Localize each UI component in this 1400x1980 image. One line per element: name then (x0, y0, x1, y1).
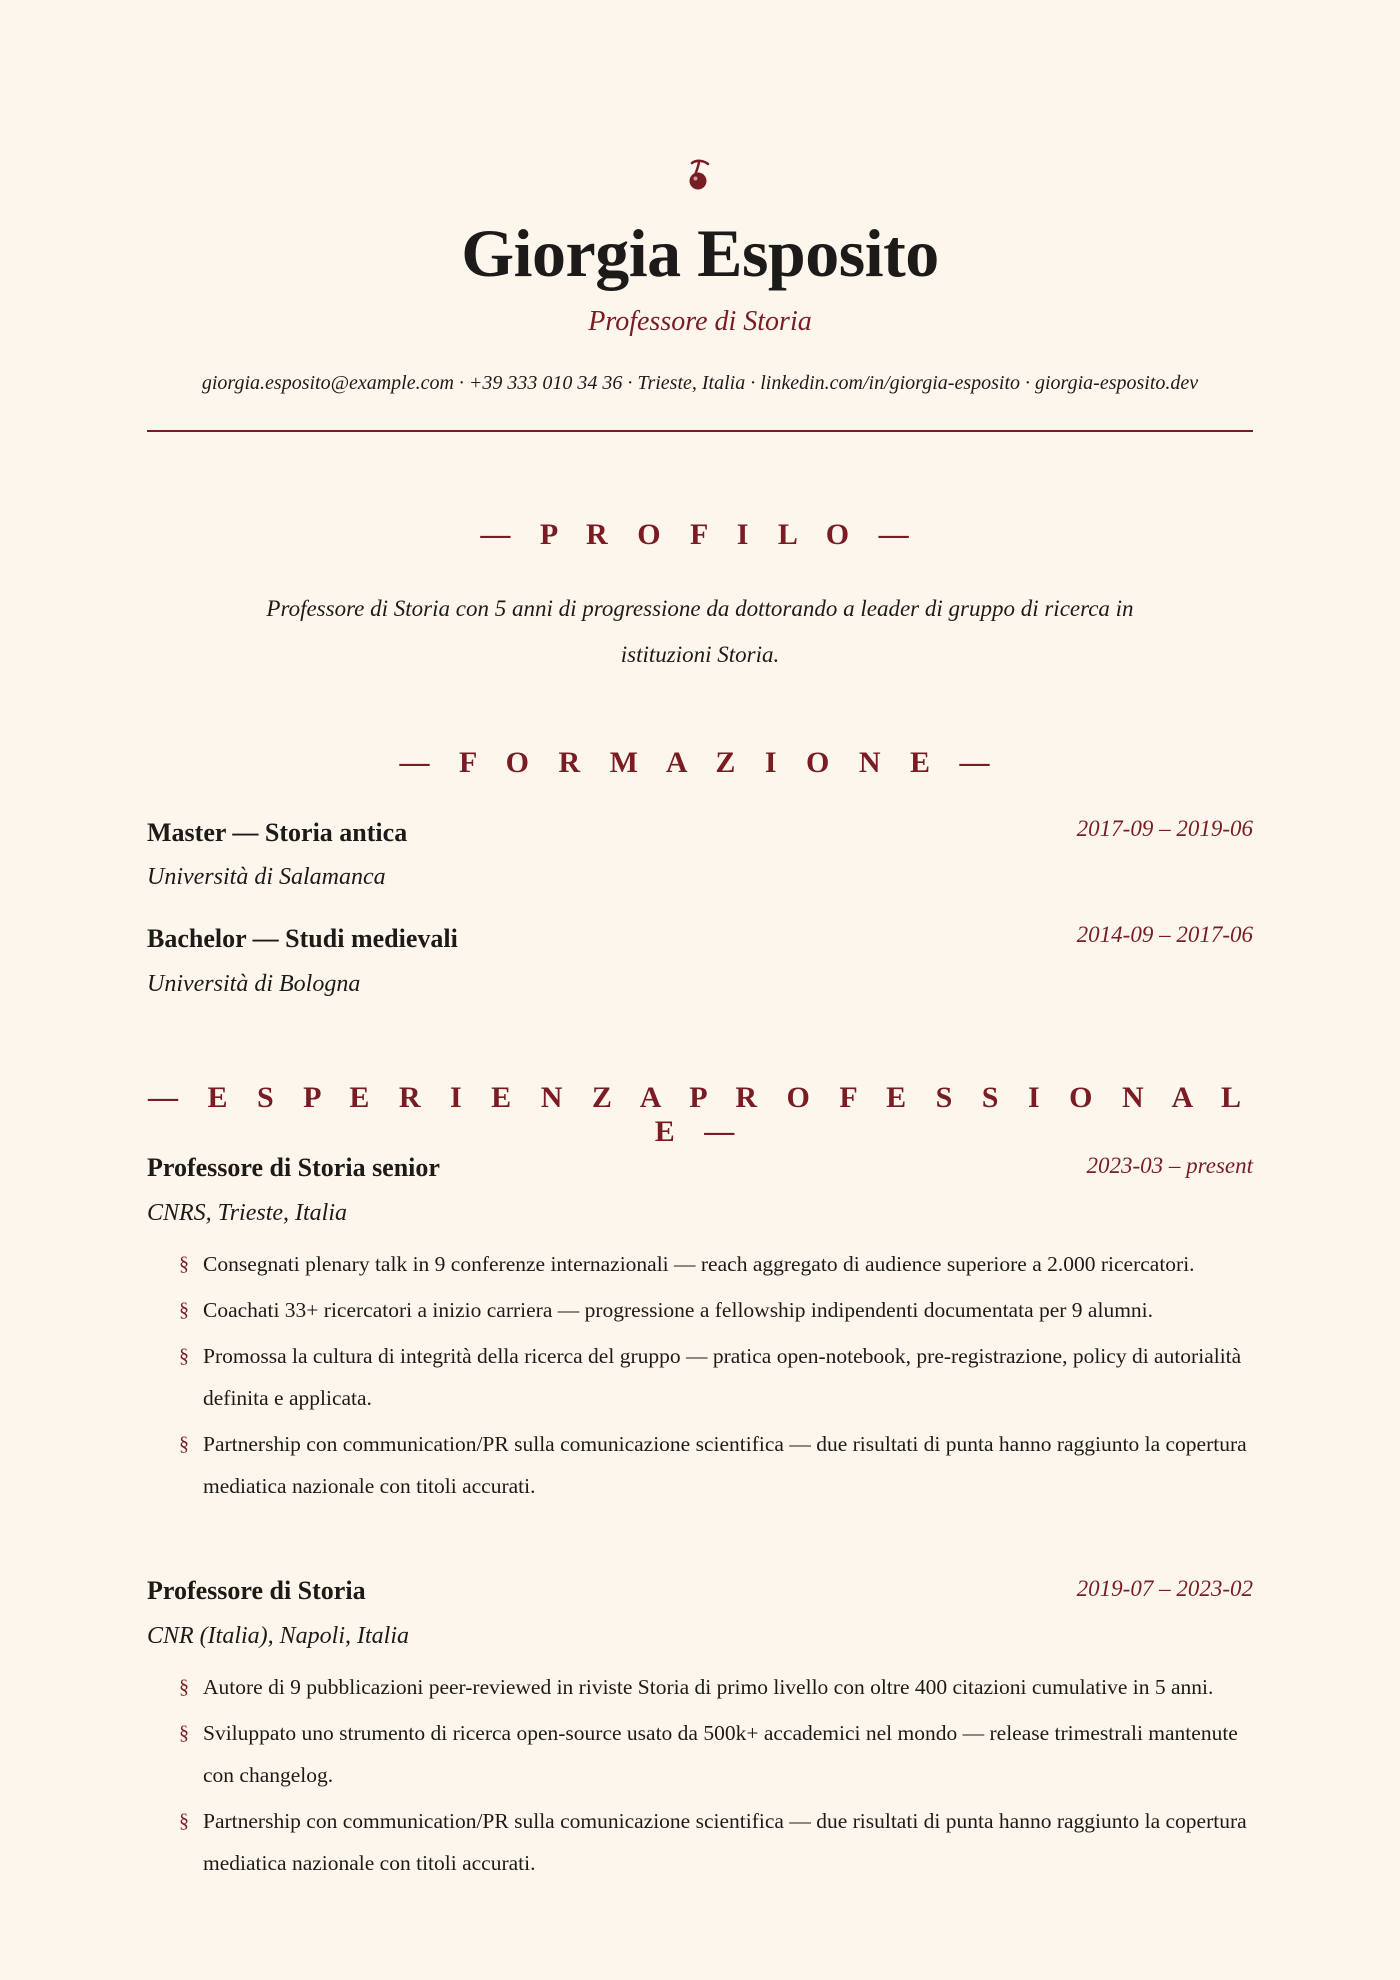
experience-dates: 2023-03 – present (1086, 1153, 1253, 1178)
section-sign-icon: § (179, 1433, 189, 1455)
experience-org: CNR (Italia), Napoli, Italia (147, 1623, 409, 1649)
education-degree: Bachelor — Studi medievali (147, 924, 458, 953)
education-dates: 2017-09 – 2019-06 (1076, 816, 1253, 841)
education-degree: Master — Storia antica (147, 818, 408, 847)
candidate-name: Giorgia Esposito (461, 215, 939, 291)
bullet-text: Partnership con communication/PR sulla comunicazione scientifica — due risultati di punta hanno raggiunto la copertura mediatica nazionale con titoli accurati. (203, 1809, 1247, 1875)
cherry-icon (686, 158, 712, 192)
experience-bullets (179, 1243, 1259, 1511)
education-school: Università di Salamanca (147, 864, 386, 890)
section-sign-icon: § (179, 1722, 189, 1744)
candidate-role: Professore di Storia (588, 306, 812, 337)
list-item (179, 1800, 1259, 1884)
section-title-profile: — P R O F I L O — (480, 518, 920, 551)
bullet-text: Partnership con communication/PR sulla comunicazione scientifica — due risultati di punta hanno raggiunto la copertura mediatica nazionale con titoli accurati. (203, 1432, 1247, 1498)
bullet-text: Sviluppato uno strumento di ricerca open-source usato da 500k+ accademici nel mondo — release trimestrali mantenute con changelog. (203, 1721, 1238, 1787)
section-sign-icon: § (179, 1345, 189, 1367)
section-sign-icon: § (179, 1299, 189, 1321)
contact-line: giorgia.esposito@example.com · +39 333 010 34 36 · Trieste, Italia · linkedin.com/in/giorgia-esposito · giorgia-esposito.dev (201, 372, 1199, 394)
experience-role: Professore di Storia senior (147, 1153, 440, 1182)
education-dates: 2014-09 – 2017-06 (1076, 922, 1253, 947)
list-item (179, 1243, 1259, 1285)
bullet-text: Autore di 9 pubblicazioni peer-reviewed in riviste Storia di primo livello con oltre 400 citazioni cumulative in 5 anni. (203, 1675, 1214, 1699)
section-sign-icon: § (179, 1676, 189, 1698)
list-item (179, 1423, 1259, 1507)
section-title-experience: — E S P E R I E N Z A P R O F E S S I O N A L E — (147, 1081, 1253, 1148)
bullet-text: Coachati 33+ ricercatori a inizio carriera — progressione a fellowship indipendenti documentata per 9 alumni. (203, 1298, 1154, 1322)
header-divider (147, 430, 1253, 432)
profile-summary: Professore di Storia con 5 anni di progressione da dottorando a leader di gruppo di ricerca in istituzioni Storia. (266, 596, 1134, 667)
section-title-education: — F O R M A Z I O N E — (399, 746, 1001, 779)
experience-role: Professore di Storia (147, 1576, 366, 1605)
experience-dates: 2019-07 – 2023-02 (1076, 1576, 1253, 1601)
list-item (179, 1666, 1259, 1708)
list-item (179, 1712, 1259, 1796)
experience-bullets (179, 1666, 1259, 1888)
bullet-text: Consegnati plenary talk in 9 conferenze internazionali — reach aggregato di audience superiore a 2.000 ricercatori. (203, 1252, 1195, 1276)
education-school: Università di Bologna (147, 971, 361, 997)
section-sign-icon: § (179, 1253, 189, 1275)
bullet-text: Promossa la cultura di integrità della ricerca del gruppo — pratica open-notebook, pre-registrazione, policy di autorialità definita e applicata. (203, 1344, 1242, 1410)
list-item (179, 1289, 1259, 1331)
experience-org: CNRS, Trieste, Italia (147, 1200, 348, 1226)
list-item (179, 1335, 1259, 1419)
section-sign-icon: § (179, 1810, 189, 1832)
